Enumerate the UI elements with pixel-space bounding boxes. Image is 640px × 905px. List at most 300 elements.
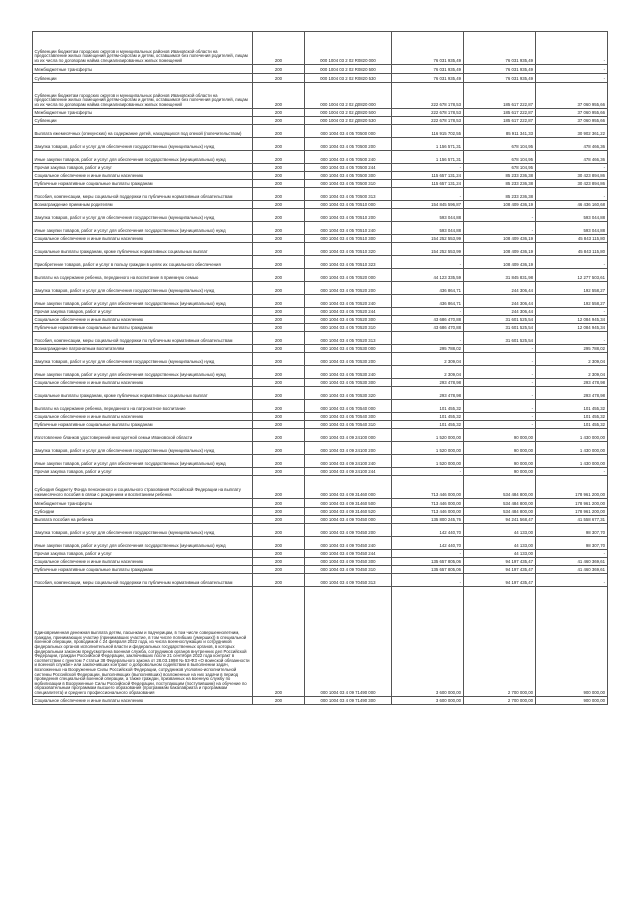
unexecuted-amount: 178 961 200,00 (536, 499, 608, 508)
table-row (33, 201, 608, 209)
table-row (33, 125, 608, 138)
line-code: 200 (253, 201, 305, 209)
budget-class-code: 000 1004 03 4 05 70520 200 (305, 282, 392, 295)
executed-amount: - (464, 366, 536, 379)
budget-class-code: 000 1004 03 2 02 Д0820 500 (305, 109, 392, 117)
table-row (33, 164, 608, 172)
line-name: Социальное обеспечение и иные выплаты населению (33, 379, 253, 387)
approved-amount: 713 446 000,00 (392, 508, 464, 516)
line-code: 200 (253, 524, 305, 537)
approved-amount: - (392, 256, 464, 269)
budget-class-code: 000 1004 03 4 09 31460 500 (305, 499, 392, 508)
executed-amount: - (464, 345, 536, 353)
unexecuted-amount: 12 084 945,34 (536, 316, 608, 324)
line-code: 200 (253, 256, 305, 269)
line-code: 200 (253, 574, 305, 587)
table-row (33, 138, 608, 151)
line-name: Закупка товаров, работ и услуг для обеспечения государственных (муниципальных) нужд (33, 209, 253, 222)
line-code: 200 (253, 83, 305, 109)
line-code: 200 (253, 109, 305, 117)
unexecuted-amount: - (536, 468, 608, 476)
table-row (33, 442, 608, 455)
budget-class-code: 000 1004 03 4 05 70520 244 (305, 308, 392, 316)
approved-amount: 43 686 470,88 (392, 324, 464, 332)
budget-class-code: 000 1004 03 4 05 70500 240 (305, 151, 392, 164)
unexecuted-amount: 30 423 894,86 (536, 180, 608, 188)
approved-amount: 2 309,04 (392, 366, 464, 379)
unexecuted-amount: 30 423 894,86 (536, 172, 608, 180)
approved-amount: - (392, 468, 464, 476)
table-row (33, 366, 608, 379)
table-row (33, 421, 608, 429)
unexecuted-amount: 12 277 503,61 (536, 269, 608, 282)
table-row (33, 413, 608, 421)
budget-report-sheet (32, 31, 607, 705)
executed-amount: 244 306,44 (464, 308, 536, 316)
approved-amount: 101 455,32 (392, 413, 464, 421)
table-row (33, 587, 608, 697)
budget-class-code: 000 1004 03 4 09 70450 310 (305, 566, 392, 574)
unexecuted-amount: 192 558,27 (536, 282, 608, 295)
approved-amount: 1 156 571,31 (392, 151, 464, 164)
approved-amount: - (392, 164, 464, 172)
line-code: 200 (253, 455, 305, 468)
executed-amount: 678 104,95 (464, 151, 536, 164)
budget-class-code: 000 1004 03 4 05 70510 323 (305, 256, 392, 269)
line-name: Субвенции бюджетам городских округов и муниципальных районов Ивановской области на предоставление жилых помещений детям-сиротам и детям, оставшимся без попечения родителей, лицам из их числа по договорам найма специализированных жилых помещений (33, 83, 253, 109)
executed-amount: 90 000,00 (464, 429, 536, 442)
table-row (33, 83, 608, 109)
budget-class-code: 000 1004 03 4 05 70510 240 (305, 222, 392, 235)
executed-amount: 31 601 525,54 (464, 332, 536, 345)
line-code: 200 (253, 243, 305, 256)
line-code: 200 (253, 117, 305, 125)
executed-amount: 108 409 436,19 (464, 243, 536, 256)
approved-amount: 293 478,98 (392, 379, 464, 387)
executed-amount: - (464, 209, 536, 222)
budget-class-code: 000 1004 03 4 05 70500 244 (305, 164, 392, 172)
unexecuted-amount: - (536, 188, 608, 201)
budget-class-code: 000 1004 03 4 05 70540 000 (305, 400, 392, 413)
line-name: Закупка товаров, работ и услуг для обеспечения государственных (муниципальных) нужд (33, 282, 253, 295)
budget-class-code: 000 1004 03 4 05 70540 300 (305, 413, 392, 421)
executed-amount: - (464, 400, 536, 413)
approved-amount: 1 520 000,00 (392, 429, 464, 442)
unexecuted-amount: 178 961 200,00 (536, 476, 608, 499)
line-name: Пособия, компенсации, меры социальной поддержки по публичным нормативным обязательствам (33, 332, 253, 345)
approved-amount: 135 657 805,06 (392, 558, 464, 566)
line-code: 200 (253, 32, 305, 65)
executed-amount: 94 197 435,47 (464, 566, 536, 574)
line-code: 200 (253, 235, 305, 243)
line-code: 200 (253, 151, 305, 164)
unexecuted-amount: 593 044,88 (536, 209, 608, 222)
table-row (33, 32, 608, 65)
line-name: Пособия, компенсации, меры социальной поддержки по публичным нормативным обязательствам (33, 574, 253, 587)
executed-amount: - (464, 379, 536, 387)
table-row (33, 316, 608, 324)
approved-amount: - (392, 308, 464, 316)
unexecuted-amount: 41 558 677,31 (536, 516, 608, 524)
unexecuted-amount: 900 000,00 (536, 697, 608, 705)
line-code: 200 (253, 442, 305, 455)
budget-class-code: 000 1004 03 4 05 70520 313 (305, 332, 392, 345)
executed-amount: 2 700 000,00 (464, 697, 536, 705)
approved-amount: 101 455,32 (392, 400, 464, 413)
line-name: Иные закупки товаров, работ и услуг для обеспечения государственных (муниципальных) нужд (33, 222, 253, 235)
table-row (33, 235, 608, 243)
budget-class-code: 000 1004 03 4 05 70520 240 (305, 295, 392, 308)
line-name: Публичные нормативные социальные выплаты гражданам (33, 324, 253, 332)
table-row (33, 574, 608, 587)
budget-class-code: 000 1004 03 4 05 70540 310 (305, 421, 392, 429)
line-name: Субвенции (33, 117, 253, 125)
line-name: Межбюджетные трансферты (33, 65, 253, 74)
line-code: 200 (253, 332, 305, 345)
line-code: 200 (253, 558, 305, 566)
line-code: 200 (253, 537, 305, 550)
table-row (33, 332, 608, 345)
executed-amount: 76 031 935,49 (464, 32, 536, 65)
line-name: Выплаты на содержание ребенка, переданного на патронатное воспитание (33, 400, 253, 413)
unexecuted-amount: - (536, 308, 608, 316)
line-name: Закупка товаров, работ и услуг для обеспечения государственных (муниципальных) нужд (33, 524, 253, 537)
unexecuted-amount: 1 430 000,00 (536, 429, 608, 442)
approved-amount: 222 678 178,53 (392, 117, 464, 125)
line-name: Закупка товаров, работ и услуг для обеспечения государственных (муниципальных) нужд (33, 442, 253, 455)
approved-amount: 76 031 935,49 (392, 65, 464, 74)
line-name: Социальное обеспечение и иные выплаты населению (33, 558, 253, 566)
unexecuted-amount: 45 843 115,80 (536, 235, 608, 243)
line-name: Выплата пособия на ребенка (33, 516, 253, 524)
unexecuted-amount: 478 466,36 (536, 138, 608, 151)
line-code: 200 (253, 308, 305, 316)
table-row (33, 180, 608, 188)
approved-amount: 154 845 596,87 (392, 201, 464, 209)
table-row (33, 558, 608, 566)
line-code: 200 (253, 295, 305, 308)
budget-class-code: 000 1004 03 4 05 70500 000 (305, 125, 392, 138)
line-code: 200 (253, 429, 305, 442)
unexecuted-amount: 46 436 160,68 (536, 201, 608, 209)
budget-class-code: 000 1004 03 4 09 70450 300 (305, 558, 392, 566)
table-row (33, 566, 608, 574)
table-row (33, 387, 608, 400)
line-code: 200 (253, 65, 305, 74)
approved-amount: 3 600 000,00 (392, 587, 464, 697)
line-name: Приобретение товаров, работ и услуг в пользу граждан в целях их социального обеспечения (33, 256, 253, 269)
approved-amount: 295 788,02 (392, 345, 464, 353)
line-code: 200 (253, 516, 305, 524)
line-name: Иные закупки товаров, работ и услуг для обеспечения государственных (муниципальных) нужд (33, 295, 253, 308)
table-row (33, 222, 608, 235)
table-row (33, 109, 608, 117)
executed-amount: 44 133,00 (464, 537, 536, 550)
unexecuted-amount: 900 000,00 (536, 587, 608, 697)
line-code: 200 (253, 222, 305, 235)
budget-class-code: 000 1004 03 4 05 70520 310 (305, 324, 392, 332)
executed-amount: - (464, 413, 536, 421)
budget-table-body (33, 32, 608, 705)
budget-class-code: 000 1004 03 4 09 70450 200 (305, 524, 392, 537)
table-row (33, 379, 608, 387)
executed-amount: 185 617 222,87 (464, 117, 536, 125)
executed-amount: 31 601 525,54 (464, 316, 536, 324)
line-code: 200 (253, 188, 305, 201)
executed-amount: 90 000,00 (464, 442, 536, 455)
approved-amount: 436 864,71 (392, 295, 464, 308)
line-name: Социальные выплаты гражданам, кроме публичных нормативных социальных выплат (33, 243, 253, 256)
unexecuted-amount: - (536, 574, 608, 587)
approved-amount: 436 864,71 (392, 282, 464, 295)
budget-class-code: 000 1004 03 4 05 70500 200 (305, 138, 392, 151)
table-row (33, 524, 608, 537)
table-row (33, 117, 608, 125)
executed-amount: 678 104,95 (464, 138, 536, 151)
table-row (33, 550, 608, 558)
approved-amount: 713 446 000,00 (392, 476, 464, 499)
table-row (33, 353, 608, 366)
unexecuted-amount: - (536, 32, 608, 65)
executed-amount: 85 233 236,38 (464, 180, 536, 188)
executed-amount: 244 306,44 (464, 295, 536, 308)
table-row (33, 308, 608, 316)
budget-class-code: 000 1004 03 4 05 70500 300 (305, 172, 392, 180)
budget-class-code: 000 1004 03 4 05 70530 320 (305, 387, 392, 400)
line-name: Иные закупки товаров, работ и услуг для обеспечения государственных (муниципальных) нужд (33, 151, 253, 164)
line-code: 200 (253, 400, 305, 413)
executed-amount: 678 104,95 (464, 164, 536, 172)
approved-amount: - (392, 188, 464, 201)
executed-amount: 90 000,00 (464, 455, 536, 468)
executed-amount: 76 031 935,49 (464, 65, 536, 74)
unexecuted-amount: 2 309,04 (536, 353, 608, 366)
approved-amount: 154 252 553,99 (392, 235, 464, 243)
approved-amount: 713 446 000,00 (392, 499, 464, 508)
approved-amount: 2 309,04 (392, 353, 464, 366)
unexecuted-amount: 37 060 955,66 (536, 117, 608, 125)
line-code: 200 (253, 697, 305, 705)
line-name: Пособия, компенсации, меры социальной поддержки по публичным нормативным обязательствам (33, 188, 253, 201)
unexecuted-amount: 98 307,70 (536, 524, 608, 537)
executed-amount: - (464, 421, 536, 429)
executed-amount: 108 409 436,19 (464, 256, 536, 269)
budget-class-code: 000 1004 03 4 09 31460 000 (305, 476, 392, 499)
line-code: 200 (253, 74, 305, 83)
table-row (33, 345, 608, 353)
line-name: Изготовление бланков удостоверений многодетной семьи Ивановской области (33, 429, 253, 442)
budget-class-code: 000 1004 03 2 02 Д0820 530 (305, 117, 392, 125)
budget-class-code: 000 1004 03 4 05 70530 300 (305, 379, 392, 387)
executed-amount: 534 484 800,00 (464, 499, 536, 508)
approved-amount: 76 031 935,49 (392, 74, 464, 83)
budget-class-code: 000 1004 03 4 05 70530 240 (305, 366, 392, 379)
unexecuted-amount: - (536, 256, 608, 269)
approved-amount: - (392, 574, 464, 587)
approved-amount: 116 915 702,55 (392, 125, 464, 138)
executed-amount: 185 617 222,87 (464, 83, 536, 109)
line-name: Социальное обеспечение и иные выплаты населению (33, 316, 253, 324)
line-code: 200 (253, 379, 305, 387)
budget-class-code: 000 1004 03 4 09 70450 000 (305, 516, 392, 524)
table-row (33, 455, 608, 468)
approved-amount: 593 044,88 (392, 209, 464, 222)
table-row (33, 256, 608, 269)
line-name: Публичные нормативные социальные выплаты гражданам (33, 566, 253, 574)
line-code: 200 (253, 587, 305, 697)
table-row (33, 151, 608, 164)
line-code: 200 (253, 125, 305, 138)
line-code: 200 (253, 499, 305, 508)
executed-amount: - (464, 353, 536, 366)
budget-class-code: 000 1004 03 4 09 24100 000 (305, 429, 392, 442)
executed-amount: 534 484 800,00 (464, 508, 536, 516)
budget-class-code: 000 1004 03 2 02 Д0820 000 (305, 83, 392, 109)
line-code: 200 (253, 324, 305, 332)
line-name: Единовременная денежная выплата детям, пасынкам и падчерицам, в том числе совершеннолетним, граждан, принимающих участие (принимавших участие, в том числе погибших (умерших)) в специальной военной операции, проводимой с 24 февраля 2022 года, из числа военнослужащих и сотрудников федеральных органов исполнительной власти и федеральных государственных органов, в которых федеральным законом предусмотрена военная служба, сотрудников органов внутренних дел Российской Федерации, граждан Российской Федерации, заключивших после 21 сентября 2022 года контракт в соответствии с пунктом 7 статьи 38 Федерального закона от 28.03.1998 № 53-ФЗ «О воинской обязанности и военной службе» или заключивших контракт о добровольном содействии в выполнении задач, возложенных на Вооруженные Силы Российской Федерации, сотрудников уголовно-исполнительной системы Российской Федерации, выполняющих (выполнявших) возложенные на них задачи в период проведения специальной военной операции, а также граждан, призванных на военную службу по мобилизации в Вооруженные Силы Российской Федерации, поступающим (поступившим) на обучение по образовательным программам высшего образования (программам бакалавриата и программам специалитета) и среднего профессионального образования (33, 587, 253, 697)
executed-amount: 2 700 000,00 (464, 587, 536, 697)
unexecuted-amount: 478 466,36 (536, 151, 608, 164)
approved-amount: 101 455,32 (392, 421, 464, 429)
budget-class-code: 000 1004 03 4 05 70500 310 (305, 180, 392, 188)
line-name: Субвенции (33, 74, 253, 83)
unexecuted-amount: 293 478,98 (536, 379, 608, 387)
executed-amount: 85 233 236,38 (464, 172, 536, 180)
line-name: Социальное обеспечение и иные выплаты населению (33, 172, 253, 180)
line-code: 200 (253, 353, 305, 366)
approved-amount: 1 520 000,00 (392, 455, 464, 468)
approved-amount: 142 440,70 (392, 537, 464, 550)
approved-amount: 1 156 571,31 (392, 138, 464, 151)
unexecuted-amount: - (536, 332, 608, 345)
budget-class-code: 000 1004 03 4 05 70510 300 (305, 235, 392, 243)
table-row (33, 209, 608, 222)
unexecuted-amount: 1 430 000,00 (536, 455, 608, 468)
line-code: 200 (253, 164, 305, 172)
unexecuted-amount: 37 060 955,66 (536, 109, 608, 117)
line-code: 200 (253, 209, 305, 222)
budget-class-code: 000 1004 03 4 09 24100 240 (305, 455, 392, 468)
line-code: 200 (253, 345, 305, 353)
line-name: Социальное обеспечение и иные выплаты населению (33, 235, 253, 243)
line-name: Социальное обеспечение и иные выплаты населению (33, 697, 253, 705)
table-row (33, 499, 608, 508)
line-name: Социальные выплаты гражданам, кроме публичных нормативных социальных выплат (33, 387, 253, 400)
budget-class-code: 000 1004 03 4 09 70450 240 (305, 537, 392, 550)
line-name: Выплата ежемесячных (опекунских) на содержание детей, находящихся под опекой (попечительством) (33, 125, 253, 138)
unexecuted-amount: 41 460 369,61 (536, 566, 608, 574)
table-row (33, 324, 608, 332)
line-name: Прочая закупка товаров, работ и услуг (33, 308, 253, 316)
table-row (33, 74, 608, 83)
table-row (33, 508, 608, 516)
table-row (33, 188, 608, 201)
line-name: Закупка товаров, работ и услуг для обеспечения государственных (муниципальных) нужд (33, 138, 253, 151)
line-code: 200 (253, 566, 305, 574)
line-code: 200 (253, 282, 305, 295)
budget-class-code: 000 1004 03 4 09 70450 244 (305, 550, 392, 558)
line-code: 200 (253, 387, 305, 400)
executed-amount: 108 409 436,19 (464, 235, 536, 243)
unexecuted-amount: 41 460 369,61 (536, 558, 608, 566)
executed-amount: 94 241 568,47 (464, 516, 536, 524)
executed-amount: - (464, 387, 536, 400)
line-name: Иные закупки товаров, работ и услуг для обеспечения государственных (муниципальных) нужд (33, 537, 253, 550)
line-name: Субвенции бюджетам городских округов и муниципальных районов Ивановской области на предоставление жилых помещений детям-сиротам и детям, оставшимся без попечения родителей, лицам из их числа по договорам найма специализированных жилых помещений (33, 32, 253, 65)
line-code: 200 (253, 476, 305, 499)
line-name: Вознаграждение приемным родителям (33, 201, 253, 209)
budget-class-code: 000 1004 03 4 05 70520 300 (305, 316, 392, 324)
approved-amount: 44 123 335,59 (392, 269, 464, 282)
line-name: Прочая закупка товаров, работ и услуг (33, 550, 253, 558)
table-row (33, 400, 608, 413)
executed-amount: 85 911 341,33 (464, 125, 536, 138)
line-name: Субсидии (33, 508, 253, 516)
budget-class-code: 000 1004 03 4 09 24100 244 (305, 468, 392, 476)
line-code: 200 (253, 316, 305, 324)
approved-amount: 593 044,88 (392, 222, 464, 235)
unexecuted-amount: - (536, 65, 608, 74)
budget-class-code: 000 1004 03 4 09 24100 200 (305, 442, 392, 455)
executed-amount: 44 133,00 (464, 550, 536, 558)
line-name: Выплаты на содержание ребенка, переданного на воспитание в приемную семью (33, 269, 253, 282)
budget-class-code: 000 1004 03 4 09 71490 300 (305, 697, 392, 705)
table-row (33, 269, 608, 282)
line-code: 200 (253, 138, 305, 151)
executed-amount: 90 000,00 (464, 468, 536, 476)
unexecuted-amount: 101 455,32 (536, 413, 608, 421)
unexecuted-amount: 101 455,32 (536, 421, 608, 429)
budget-class-code: 000 1004 03 4 05 70530 000 (305, 345, 392, 353)
executed-amount: 534 484 800,00 (464, 476, 536, 499)
line-name: Закупка товаров, работ и услуг для обеспечения государственных (муниципальных) нужд (33, 353, 253, 366)
table-row (33, 243, 608, 256)
line-name: Прочая закупка товаров, работ и услуг (33, 468, 253, 476)
unexecuted-amount: 98 307,70 (536, 537, 608, 550)
executed-amount: 76 031 935,49 (464, 74, 536, 83)
unexecuted-amount: 12 084 945,34 (536, 324, 608, 332)
budget-class-code: 000 1004 03 4 09 70450 313 (305, 574, 392, 587)
unexecuted-amount: 178 961 200,00 (536, 508, 608, 516)
approved-amount: 3 600 000,00 (392, 697, 464, 705)
approved-amount: 43 686 470,88 (392, 316, 464, 324)
line-code: 200 (253, 269, 305, 282)
table-row (33, 516, 608, 524)
table-row (33, 65, 608, 74)
executed-amount: 44 133,00 (464, 524, 536, 537)
line-code: 200 (253, 468, 305, 476)
budget-class-code: 000 1004 03 4 05 70510 200 (305, 209, 392, 222)
budget-class-code: 000 1004 03 2 02 R0820 500 (305, 65, 392, 74)
line-name: Социальное обеспечение и иные выплаты населению (33, 413, 253, 421)
executed-amount: 108 409 436,19 (464, 201, 536, 209)
line-code: 200 (253, 172, 305, 180)
line-name: Межбюджетные трансферты (33, 109, 253, 117)
approved-amount: 135 657 805,06 (392, 566, 464, 574)
line-code: 200 (253, 421, 305, 429)
approved-amount: 135 800 245,76 (392, 516, 464, 524)
approved-amount: 222 678 178,53 (392, 109, 464, 117)
approved-amount: 76 031 935,49 (392, 32, 464, 65)
table-row (33, 295, 608, 308)
unexecuted-amount: 37 060 955,66 (536, 83, 608, 109)
approved-amount: 1 520 000,00 (392, 442, 464, 455)
approved-amount: - (392, 550, 464, 558)
executed-amount: 31 845 831,98 (464, 269, 536, 282)
line-name: Публичные нормативные социальные выплаты гражданам (33, 421, 253, 429)
table-row (33, 476, 608, 499)
budget-class-code: 000 1004 03 4 09 31460 520 (305, 508, 392, 516)
